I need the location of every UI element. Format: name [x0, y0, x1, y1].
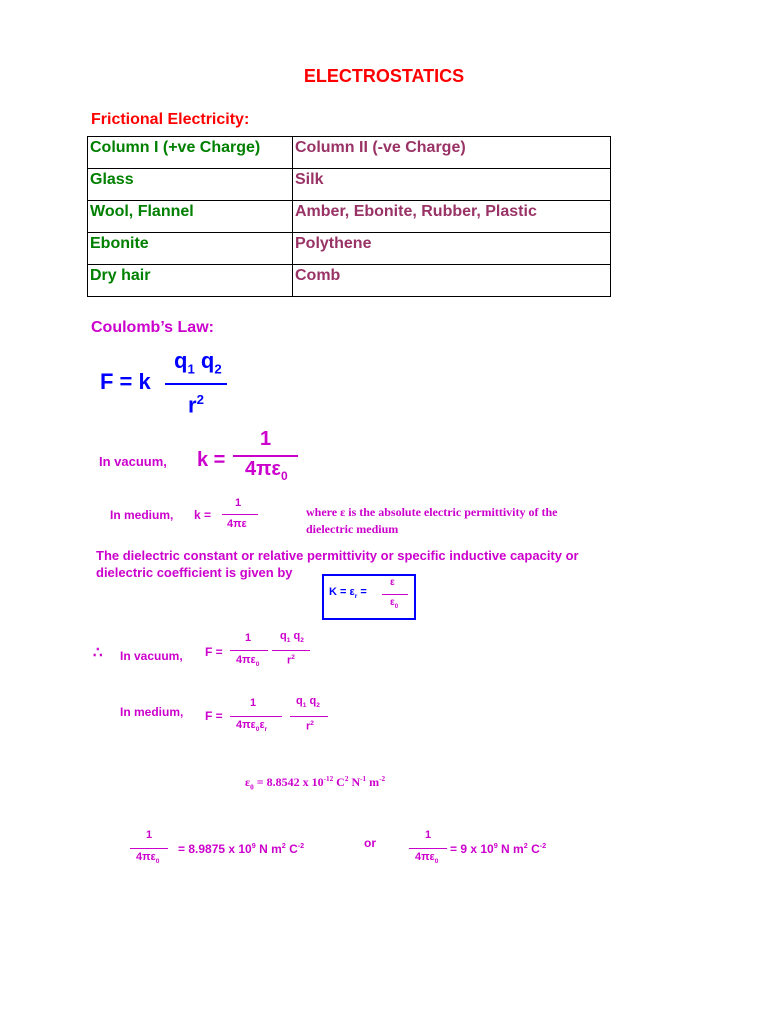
const1-den: [136, 851, 159, 865]
or-label: or: [364, 836, 376, 850]
const2-exp: 9: [493, 841, 498, 850]
vacuum-label: In vacuum,: [99, 454, 167, 469]
const1-value: [178, 841, 304, 856]
const2-unit-c-exp: -2: [539, 841, 547, 850]
q1: q: [174, 348, 188, 373]
q2: q: [200, 348, 215, 373]
fraction-bar: [230, 716, 282, 717]
eps0-unit-m: m: [366, 775, 380, 789]
const2-unit-c: C: [527, 842, 540, 856]
q2-sub: 2: [214, 361, 222, 377]
q2: q: [293, 630, 301, 642]
therefore-icon: ∴: [93, 644, 103, 661]
const2-unit-m-exp: 2: [523, 841, 528, 850]
f-vacuum-label: In vacuum,: [120, 649, 183, 663]
medium-label: In medium,: [110, 508, 174, 522]
k-equals-small: k =: [194, 508, 212, 522]
q1-sub: 1: [286, 637, 291, 645]
eps0-unit-n-exp: -1: [360, 775, 367, 783]
f-medium-label: In medium,: [120, 705, 184, 719]
eps0-unit-c: C: [333, 775, 345, 789]
k-denominator: [245, 458, 288, 483]
eps-zero-sub: 0: [280, 469, 288, 483]
k-numerator: 1: [260, 428, 272, 450]
table-row: [88, 233, 611, 265]
const1-unit-nm: N m: [255, 842, 282, 856]
where-text: [306, 504, 558, 538]
box-r-sub: r: [354, 593, 358, 601]
fraction-bar: [233, 455, 298, 457]
q1: q: [280, 630, 287, 642]
k-medium-denominator: 4πε: [227, 518, 247, 530]
q2-sub: 2: [300, 637, 304, 645]
eps0-symbol: ε: [245, 775, 251, 789]
four-pi-eps: 4πε: [236, 654, 256, 666]
const2-number: = 9 x 10: [450, 842, 494, 856]
box-k: K = ε: [329, 586, 355, 598]
table-header-col2: Column II (-ve Charge): [293, 137, 611, 169]
const2-value: [450, 841, 546, 856]
table-cell: Wool, Flannel: [88, 201, 293, 233]
where-line2: dielectric medium: [306, 522, 399, 536]
table-cell: Ebonite: [88, 233, 293, 265]
eps-zero-sub: 0: [434, 858, 439, 866]
fraction-bar: [222, 514, 258, 515]
coulomb-formula-denominator: [188, 392, 204, 418]
fraction-bar: [130, 848, 168, 849]
f-vacuum-den2: [287, 654, 295, 667]
four-pi-eps: 4πε: [136, 851, 156, 863]
q1-sub: 1: [187, 361, 195, 377]
box-numerator: ε: [390, 577, 395, 588]
where-line1: where ε is the absolute electric permittivity of the: [306, 505, 558, 519]
table-header-row: [88, 137, 611, 169]
box-zero-sub: 0: [394, 604, 399, 610]
box-denominator: [390, 597, 398, 610]
f-medium-num1: 1: [250, 697, 257, 709]
eps0-number: = 8.8542 x 10: [253, 775, 324, 789]
four-pi-eps: 4πε: [236, 719, 256, 731]
frictional-heading: Frictional Electricity:: [91, 111, 250, 128]
r-sup: 2: [196, 392, 204, 407]
frictional-table: [87, 136, 611, 297]
coulomb-heading: Coulomb’s Law:: [91, 319, 214, 336]
f-medium-eq: F =: [205, 709, 223, 723]
box-k-eq: [329, 586, 367, 600]
eps-zero-sub: 0: [155, 858, 160, 866]
table-cell: Amber, Ebonite, Rubber, Plastic: [293, 201, 611, 233]
const2-unit-nm: N m: [497, 842, 524, 856]
const2-num: 1: [425, 829, 432, 841]
r: r: [188, 392, 197, 418]
q1-sub: 1: [302, 702, 307, 710]
f-vacuum-den1: [236, 654, 259, 668]
const1-unit-m-exp: 2: [281, 841, 286, 850]
r-sup: 2: [310, 720, 314, 727]
const1-unit-c: C: [285, 842, 298, 856]
f-vacuum-num1: 1: [245, 632, 252, 644]
fraction-bar: [230, 650, 268, 651]
f-medium-num2: [296, 695, 320, 709]
f-vacuum-num2: [280, 630, 304, 644]
eps0-unit-n: N: [348, 775, 361, 789]
q2: q: [309, 695, 317, 707]
page-title: ELECTROSTATICS: [303, 66, 465, 86]
table-row: [88, 201, 611, 233]
dielectric-line2: dielectric coefficient is given by: [96, 565, 293, 580]
table-row: [88, 265, 611, 297]
four-pi-eps: 4πε: [415, 851, 435, 863]
q1: q: [296, 695, 303, 707]
r-sup: 2: [291, 654, 295, 661]
eps0-exp: -12: [323, 775, 334, 783]
r: r: [306, 720, 311, 733]
table-cell: Dry hair: [88, 265, 293, 297]
k-medium-numerator: 1: [235, 497, 242, 509]
coulomb-formula-numerator: [174, 348, 222, 376]
table-cell: Comb: [293, 265, 611, 297]
table-cell: Polythene: [293, 233, 611, 265]
f-vacuum-eq: F =: [205, 645, 223, 659]
dielectric-line1: The dielectric constant or relative permittivity or specific inductive capacity or: [96, 548, 579, 563]
box-eq: =: [360, 586, 367, 598]
f-medium-den1: [236, 719, 267, 733]
const1-exp: 9: [251, 841, 256, 850]
fraction-bar: [165, 383, 227, 385]
coulomb-formula-lhs: F = k: [100, 369, 151, 394]
eps0-sub: 0: [250, 783, 254, 792]
table-header-col1: Column I (+ve Charge): [88, 137, 293, 169]
four-pi-eps: 4πε: [245, 458, 281, 480]
table-cell: Glass: [88, 169, 293, 201]
f-medium-den2: [306, 720, 314, 733]
fraction-bar: [382, 594, 408, 595]
eps-r-sub: r: [264, 726, 268, 734]
fraction-bar: [409, 848, 447, 849]
eps0-unit-m-exp: -2: [379, 775, 386, 783]
r: r: [287, 654, 292, 667]
eps: ε: [259, 719, 265, 731]
const1-num: 1: [146, 829, 153, 841]
q2-sub: 2: [316, 702, 320, 710]
k-equals: k =: [197, 449, 226, 471]
eps0-unit-c-exp: 2: [344, 775, 349, 783]
eps-zero-sub: 0: [255, 661, 260, 669]
const2-den: [415, 851, 438, 865]
fraction-bar: [272, 650, 310, 651]
const1-unit-c-exp: -2: [297, 841, 305, 850]
box-eps0: ε: [390, 597, 395, 608]
const1-number: = 8.9875 x 10: [178, 842, 252, 856]
eps-zero-sub: 0: [255, 726, 260, 734]
fraction-bar: [290, 716, 328, 717]
table-row: [88, 169, 611, 201]
eps0-value: [245, 775, 385, 791]
table-cell: Silk: [293, 169, 611, 201]
